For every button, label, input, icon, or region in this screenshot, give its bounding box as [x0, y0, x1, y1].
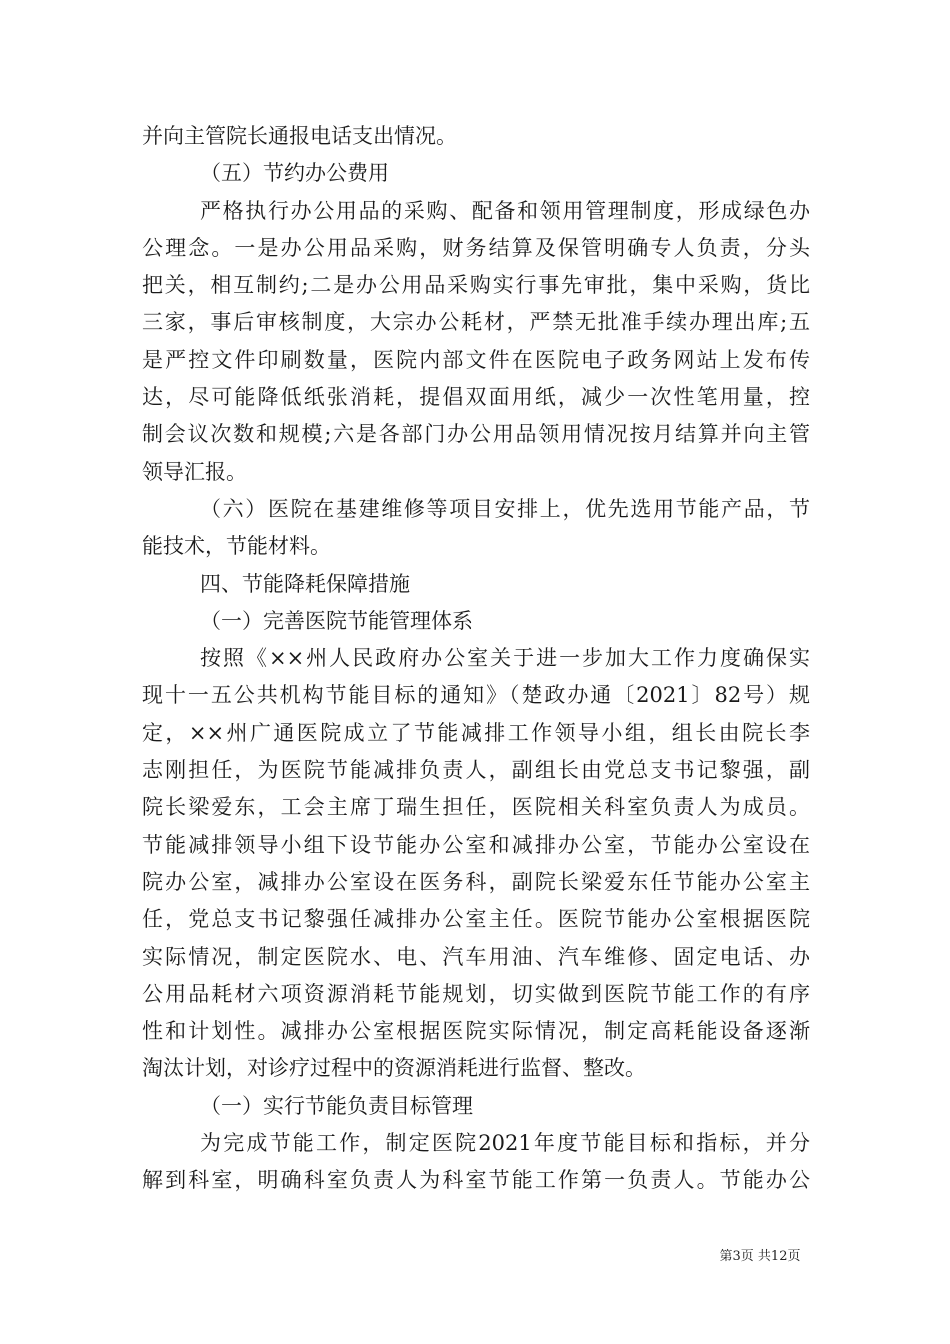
text-line: 达，尽可能降低纸张消耗，提倡双面用纸，减少一次性笔用量，控 — [142, 385, 810, 410]
text-line: 志刚担任，为医院节能减排负责人，副组长由党总支书记黎强，副 — [142, 758, 810, 783]
text-line: （六）医院在基建维修等项目安排上，优先选用节能产品，节 — [200, 496, 810, 521]
text-line: 四、节能降耗保障措施 — [200, 571, 410, 596]
text-line: （五）节约办公费用 — [200, 161, 389, 186]
text-line: 院长梁爱东，工会主席丁瑞生担任，医院相关科室负责人为成员。 — [142, 795, 810, 820]
text-line: 院办公室，减排办公室设在医务科，副院长梁爱东任节能办公室主 — [142, 869, 810, 894]
text-line: 严格执行办公用品的采购、配备和领用管理制度，形成绿色办 — [200, 198, 810, 223]
text-line: 制会议次数和规模;六是各部门办公用品领用情况按月结算并向主管 — [142, 422, 810, 447]
text-line: 并向主管院长通报电话支出情况。 — [142, 124, 457, 148]
document-body — [142, 118, 810, 1200]
text-line: 实际情况，制定医院水、电、汽车用油、汽车维修、固定电话、办 — [142, 944, 810, 969]
text-line: 把关，相互制约;二是办公用品采购实行事先审批，集中采购，货比 — [142, 273, 810, 298]
text-line: 淘汰计划，对诊疗过程中的资源消耗进行监督、整改。 — [142, 1056, 646, 1081]
text-line: 领导汇报。 — [142, 459, 247, 484]
page-number: 第3页 共12页 — [719, 1249, 801, 1264]
text-line: 任，党总支书记黎强任减排办公室主任。医院节能办公室根据医院 — [142, 907, 810, 932]
text-line: （一）实行节能负责目标管理 — [200, 1093, 473, 1118]
text-line: 现十一五公共机构节能目标的通知》（楚政办通〔2021〕82号）规 — [142, 683, 810, 708]
text-line: 三家，事后审核制度，大宗办公耗材，严禁无批准手续办理出库;五 — [142, 310, 810, 335]
text-line: 定，××州广通医院成立了节能减排工作领导小组，组长由院长李 — [142, 720, 810, 745]
text-line: 解到科室，明确科室负责人为科室节能工作第一负责人。节能办公 — [142, 1168, 810, 1193]
text-line: 为完成节能工作，制定医院2021年度节能目标和指标，并分 — [200, 1131, 810, 1156]
text-line: 公用品耗材六项资源消耗节能规划，切实做到医院节能工作的有序 — [142, 981, 810, 1006]
text-line: 节能减排领导小组下设节能办公室和减排办公室，节能办公室设在 — [142, 832, 810, 857]
text-line: （一）完善医院节能管理体系 — [200, 608, 473, 633]
text-line: 能技术，节能材料。 — [142, 534, 331, 559]
text-line: 性和计划性。减排办公室根据医院实际情况，制定高耗能设备逐渐 — [142, 1019, 810, 1044]
text-line: 按照《××州人民政府办公室关于进一步加大工作力度确保实 — [200, 646, 810, 671]
text-line: 是严控文件印刷数量，医院内部文件在医院电子政务网站上发布传 — [142, 347, 810, 372]
text-line: 公理念。一是办公用品采购，财务结算及保管明确专人负责，分头 — [142, 235, 810, 260]
